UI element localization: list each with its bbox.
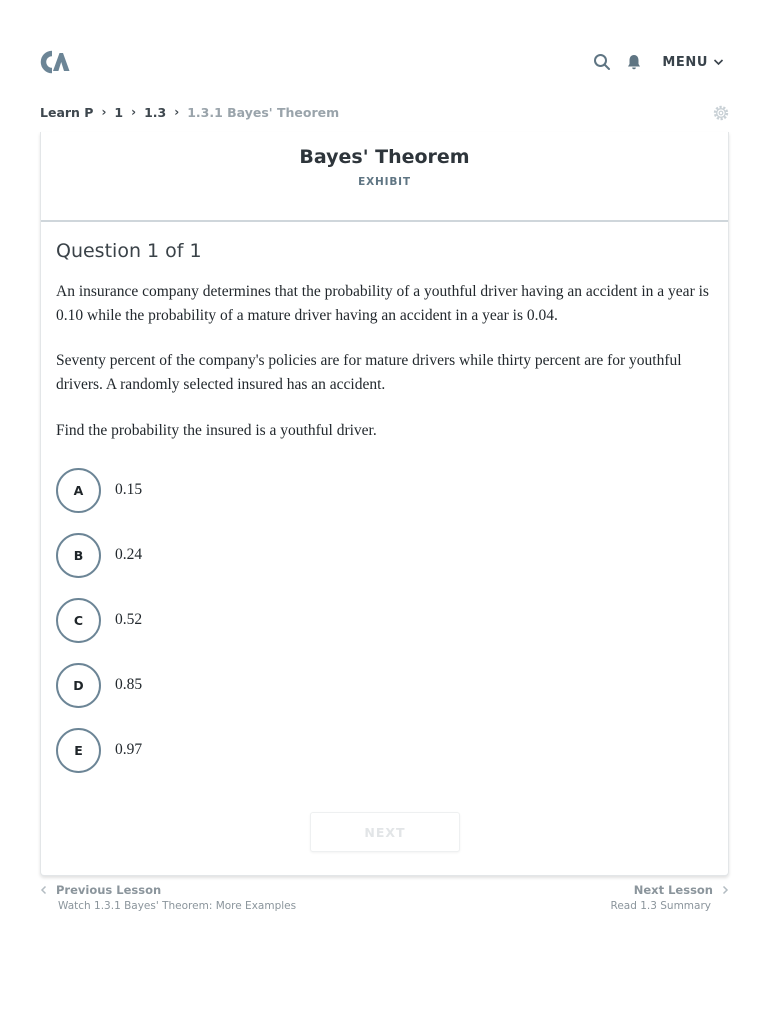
lesson-navigation bbox=[40, 882, 729, 922]
search-icon[interactable] bbox=[590, 50, 614, 74]
option-letter[interactable]: E bbox=[56, 728, 101, 773]
option-value: 0.85 bbox=[115, 676, 143, 693]
next-lesson-link[interactable] bbox=[611, 882, 730, 912]
question-prompt: Find the probability the insured is a youthful driver. bbox=[56, 422, 377, 439]
previous-lesson-label: Previous Lesson bbox=[56, 883, 162, 897]
answer-options bbox=[56, 467, 713, 773]
answer-option-e[interactable] bbox=[56, 727, 713, 773]
next-button[interactable]: NEXT bbox=[310, 812, 460, 852]
top-bar bbox=[0, 0, 768, 100]
breadcrumb bbox=[40, 102, 339, 122]
breadcrumb-item-1[interactable]: 1 bbox=[114, 104, 124, 120]
answer-option-a[interactable] bbox=[56, 467, 713, 513]
answer-option-d[interactable] bbox=[56, 662, 713, 708]
option-value: 0.24 bbox=[115, 546, 143, 563]
option-letter[interactable]: C bbox=[56, 598, 101, 643]
question-count: Question 1 of 1 bbox=[56, 240, 202, 262]
previous-lesson-link[interactable] bbox=[40, 882, 296, 912]
option-letter[interactable]: A bbox=[56, 468, 101, 513]
menu-label: MENU bbox=[662, 54, 708, 70]
previous-lesson-title: Watch 1.3.1 Bayes' Theorem: More Examples bbox=[58, 900, 297, 912]
option-value: 0.52 bbox=[115, 611, 143, 628]
option-letter[interactable]: B bbox=[56, 533, 101, 578]
question-card bbox=[40, 132, 729, 876]
answer-option-c[interactable] bbox=[56, 597, 713, 643]
bell-icon[interactable] bbox=[622, 50, 646, 74]
breadcrumb-separator: › bbox=[131, 105, 137, 119]
page-title: Bayes' Theorem bbox=[299, 146, 470, 168]
gear-icon[interactable] bbox=[712, 104, 730, 122]
breadcrumb-current: 1.3.1 Bayes' Theorem bbox=[187, 104, 340, 120]
breadcrumb-item-1-3[interactable]: 1.3 bbox=[144, 104, 167, 120]
next-lesson-label: Next Lesson bbox=[633, 883, 713, 897]
answer-option-b[interactable] bbox=[56, 532, 713, 578]
option-value: 0.15 bbox=[115, 481, 143, 498]
breadcrumb-item-learn-p[interactable]: Learn P bbox=[40, 104, 94, 120]
menu-button[interactable] bbox=[662, 55, 724, 70]
question-paragraph: Seventy percent of the company's policies are for mature drivers while thirty percent are for youthful drivers. A randomly selected insured has an accident. bbox=[56, 352, 682, 393]
breadcrumb-separator: › bbox=[101, 105, 107, 119]
ca-logo-icon[interactable] bbox=[38, 50, 72, 74]
option-value: 0.97 bbox=[115, 741, 143, 758]
question-paragraph: An insurance company determines that the probability of a youthful driver having an accident in a year is 0.10 while the probability of a mature driver having an accident in a year is 0.04. bbox=[56, 283, 709, 324]
card-header bbox=[41, 132, 728, 222]
chevron-down-icon bbox=[713, 58, 724, 66]
exhibit-link[interactable]: EXHIBIT bbox=[358, 176, 411, 188]
top-actions bbox=[590, 50, 724, 74]
chevron-left-icon bbox=[40, 885, 47, 895]
breadcrumb-separator: › bbox=[174, 105, 180, 119]
chevron-right-icon bbox=[722, 885, 729, 895]
question-body bbox=[41, 240, 728, 773]
option-letter[interactable]: D bbox=[56, 663, 101, 708]
next-lesson-title: Read 1.3 Summary bbox=[610, 900, 711, 912]
